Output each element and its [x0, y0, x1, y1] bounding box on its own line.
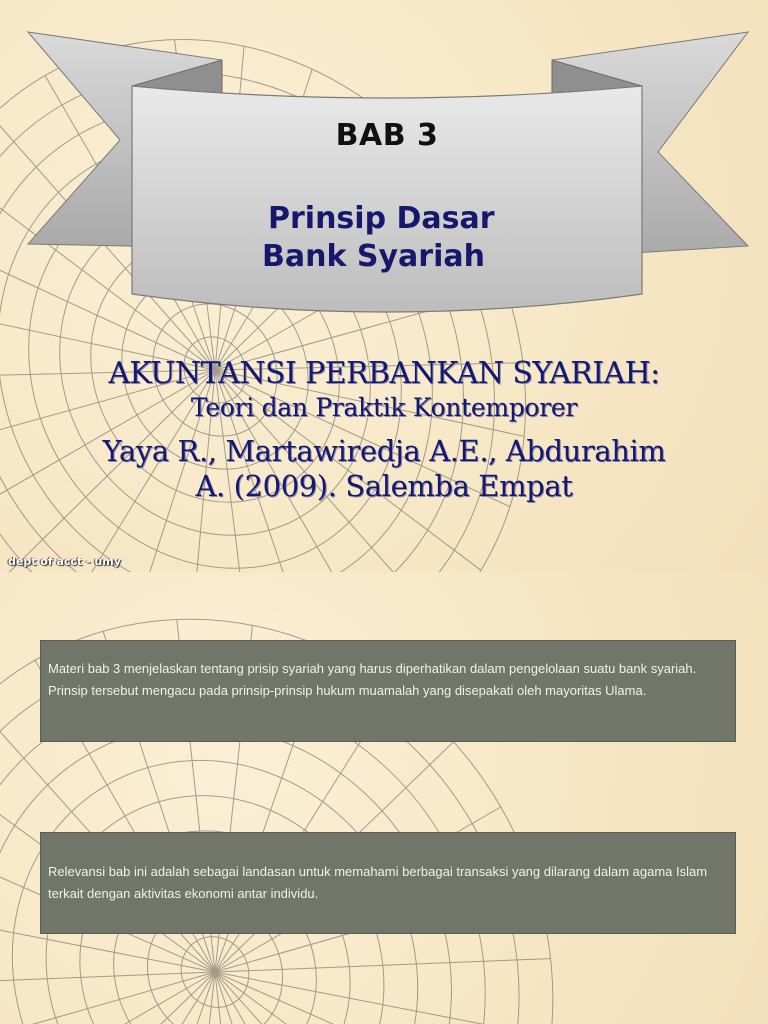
- book-reference: [0, 356, 768, 504]
- book-publication: A. (2009). Salemba Empat: [195, 469, 573, 503]
- book-authors: Yaya R., Martawiredja A.E., Abdurahim: [102, 434, 666, 468]
- text-box-materi: [40, 640, 736, 742]
- title-ribbon-banner: [0, 0, 768, 330]
- book-subtitle: Teori dan Praktik Kontemporer: [190, 393, 578, 422]
- chapter-title-line-1: Prinsip Dasar: [268, 201, 495, 236]
- text-box-relevansi: [40, 832, 736, 934]
- chapter-title-line-2: Bank Syariah: [262, 239, 485, 274]
- book-title: AKUNTANSI PERBANKAN SYARIAH:: [108, 356, 660, 391]
- chapter-title: [262, 200, 622, 276]
- paragraph-relevansi: Relevansi bab ini adalah sebagai landasan untuk memahami berbagai transaksi yang dilarang dalam agama Islam terkait dengan aktivitas ekonomi antar individu.: [48, 864, 708, 901]
- paragraph-materi: Materi bab 3 menjelaskan tentang prisip syariah yang harus diperhatikan dalam pengelolaan suatu bank syariah. Prinsip tersebut mengacu pada prinsip-prinsip hukum muamalah yang disepakati oleh mayoritas Ulama.: [48, 661, 697, 698]
- slide-footer: dept of acct - umy: [8, 555, 121, 568]
- chapter-number: BAB 3: [335, 118, 439, 153]
